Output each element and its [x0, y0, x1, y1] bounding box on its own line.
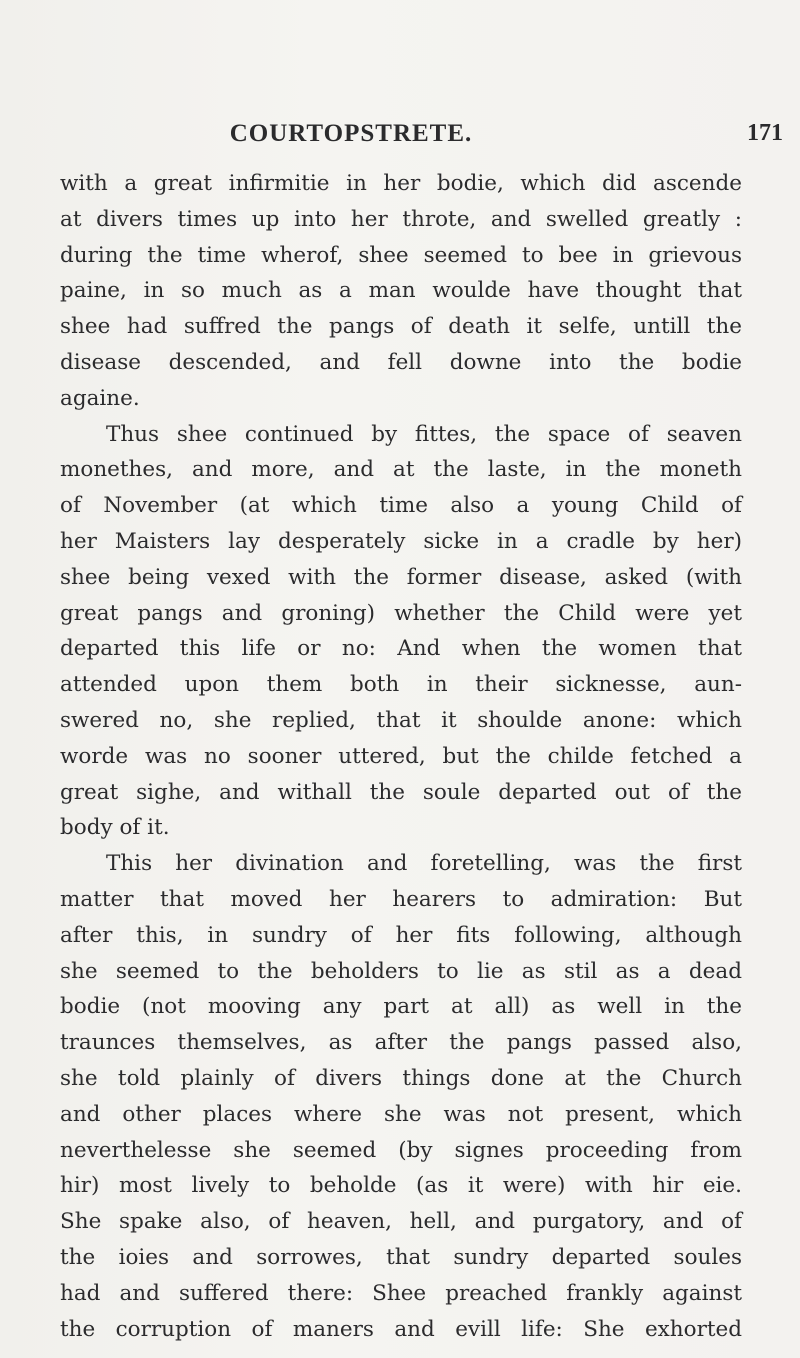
text-line: with a great infirmitie in her bodie, whiсh did ascende [60, 171, 742, 196]
text-line: Thus shee continued by fittes, the space of seaven [106, 421, 742, 447]
text-line: shee had suffred the pangs of death it selfe, untill the [60, 314, 742, 340]
text-line: swered no, she replied, that it shoulde anone: which [60, 707, 742, 733]
text-line: traunces themselves, as after the pangs passed also, [60, 1030, 742, 1056]
text-line: of November (at which time also a young Child of [60, 493, 742, 519]
text-line: This her divination and foretelling, was the first [106, 851, 742, 877]
text-line: againe. [60, 385, 140, 411]
running-title: COURTOPSTRETE. [229, 120, 473, 147]
text-line: disease descended, and fell downe into the bodie [60, 349, 742, 375]
text-line: she seemed to the beholders to lie as stil as a dead [60, 958, 742, 984]
text-line: she told plainly of divers things done at the Church [60, 1065, 742, 1091]
text-line: matter that moved her hearers to admiration: But [60, 886, 742, 912]
text-line: neverthelesse she seemed (by signes proceeding from [60, 1137, 742, 1163]
text-line: hir) most lively to beholde (as it were) with hir eie. [60, 1173, 742, 1199]
text-line: during the time wherof, shee seemed to bee in grievous [60, 242, 742, 268]
text-line: great pangs and groning) whether the Child were yet [60, 600, 742, 626]
text-line: after this, in sundry of her fits following, although [60, 922, 742, 948]
body-text [60, 166, 742, 1347]
text-line: departed this life or no: And when the women that [60, 636, 742, 662]
text-line: had and suffered there: Shee preached frankly against [60, 1280, 742, 1306]
running-head [0, 120, 800, 156]
text-line: and other places where she was not present, which [60, 1101, 742, 1127]
text-line: bodie (not mooving any part at all) as well in the [60, 994, 742, 1020]
text-line: great sighe, and withall the soule departed out of the [60, 779, 742, 805]
text-line: She spake also, of heaven, hell, and purgatory, and of [60, 1209, 742, 1235]
text-line: paine, in so much as a man woulde have thought that [60, 278, 742, 304]
text-line: at divers times up into her throte, and swelled greatly : [60, 206, 742, 232]
page-number: 171 [747, 120, 783, 146]
text-line: monethes, and more, and at the laste, in the moneth [60, 457, 742, 483]
text-line: the corruption of maners and evill life: She exhorted [60, 1316, 742, 1342]
text-line: her Maisters lay desperately sicke in a cradle by her) [60, 528, 742, 554]
text-line: the ioies and sorrowes, that sundry departed soules [60, 1244, 742, 1270]
text-line: worde was no sooner uttered, but the childe fetched a [60, 743, 742, 769]
text-line: body of it. [60, 815, 170, 841]
text-line: shee being vexed with the former disease, asked (with [60, 564, 742, 590]
text-line: attended upon them both in their sicknesse, aun- [60, 672, 742, 698]
